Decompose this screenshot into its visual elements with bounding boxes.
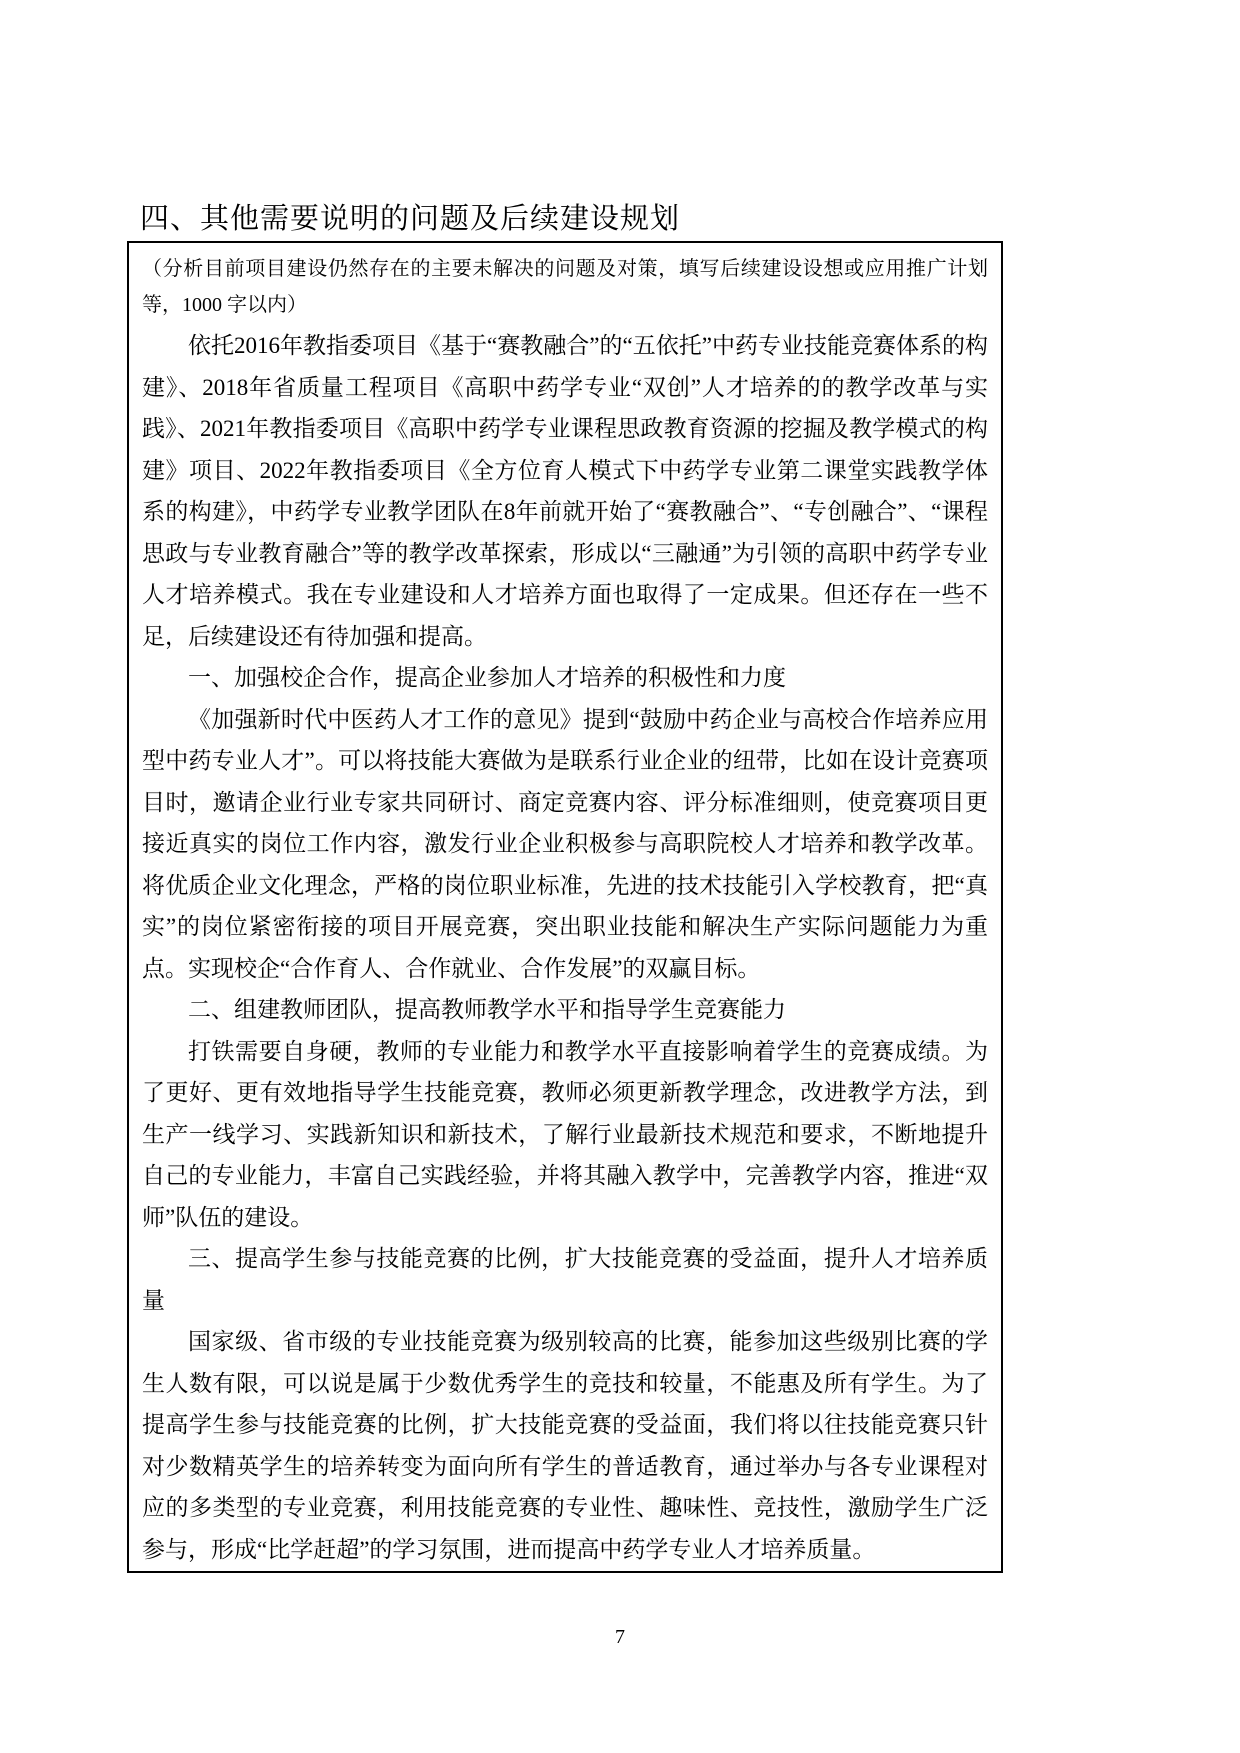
section-title: 四、其他需要说明的问题及后续建设规划 (140, 203, 681, 235)
paragraph-body-1: 《加强新时代中医药人才工作的意见》提到“鼓励中药企业与高校合作培养应用型中药专业人才”。可以将技能大赛做为是联系行业企业的纽带，比如在设计竞赛项目时，邀请企业行业专家共同研讨、商定竞赛内容、评分标准细则，使竞赛项目更接近真实的岗位工作内容，激发行业企业积极参与高职院校人才培养和教学改革。将优质企业文化理念，严格的岗位职业标准，先进的技术技能引入学校教育，把“真实”的岗位紧密衔接的项目开展竞赛，突出职业技能和解决生产实际问题能力为重点。实现校企“合作育人、合作就业、合作发展”的双赢目标。 (142, 706, 988, 981)
paragraph-heading-2: 二、组建教师团队，提高教师教学水平和指导学生竞赛能力 (188, 997, 786, 1022)
paragraph-heading-3: 三、提高学生参与技能竞赛的比例，扩大技能竞赛的受益面，提升人才培养质量 (142, 1246, 988, 1313)
answer-box (127, 241, 1003, 1573)
paragraph-body-2: 打铁需要自身硬，教师的专业能力和教学水平直接影响着学生的竞赛成绩。为了更好、更有效地指导学生技能竞赛，教师必须更新教学理念，改进教学方法，到生产一线学习、实践新知识和新技术，了解行业最新技术规范和要求，不断地提升自己的专业能力，丰富自己实践经验，并将其融入教学中，完善教学内容，推进“双师”队伍的建设。 (142, 1038, 988, 1230)
page-number: 7 (615, 1626, 625, 1648)
paragraph-heading-1: 一、加强校企合作，提高企业参加人才培养的积极性和力度 (188, 665, 786, 690)
paragraph-intro: 依托2016年教指委项目《基于“赛教融合”的“五依托”中药专业技能竞赛体系的构建》、2018年省质量工程项目《高职中药学专业“双创”人才培养的的教学改革与实践》、2021年教指委项目《高职中药学专业课程思政教育资源的挖掘及教学模式的构建》项目、2022年教指委项目《全方位育人模式下中药学专业第二课堂实践教学体系的构建》，中药学专业教学团队在8年前就开始了“赛教融合”、“专创融合”、“课程思政与专业教育融合”等的教学改革探索，形成以“三融通”为引领的高职中药学专业人才培养模式。我在专业建设和人才培养方面也取得了一定成果。但还存在一些不足，后续建设还有待加强和提高。 (142, 333, 988, 649)
box-prompt-text: （分析目前项目建设仍然存在的主要未解决的问题及对策，填写后续建设设想或应用推广计划等，1000 字以内） (142, 258, 988, 316)
paragraph-body-3: 国家级、省市级的专业技能竞赛为级别较高的比赛，能参加这些级别比赛的学生人数有限，可以说是属于少数优秀学生的竞技和较量，不能惠及所有学生。为了提高学生参与技能竞赛的比例，扩大技能竞赛的受益面，我们将以往技能竞赛只针对少数精英学生的培养转变为面向所有学生的普适教育，通过举办与各专业课程对应的多类型的专业竞赛，利用技能竞赛的专业性、趣味性、竞技性，激励学生广泛参与，形成“比学赶超”的学习氛围，进而提高中药学专业人才培养质量。 (142, 1329, 988, 1562)
answer-text (142, 325, 988, 1570)
